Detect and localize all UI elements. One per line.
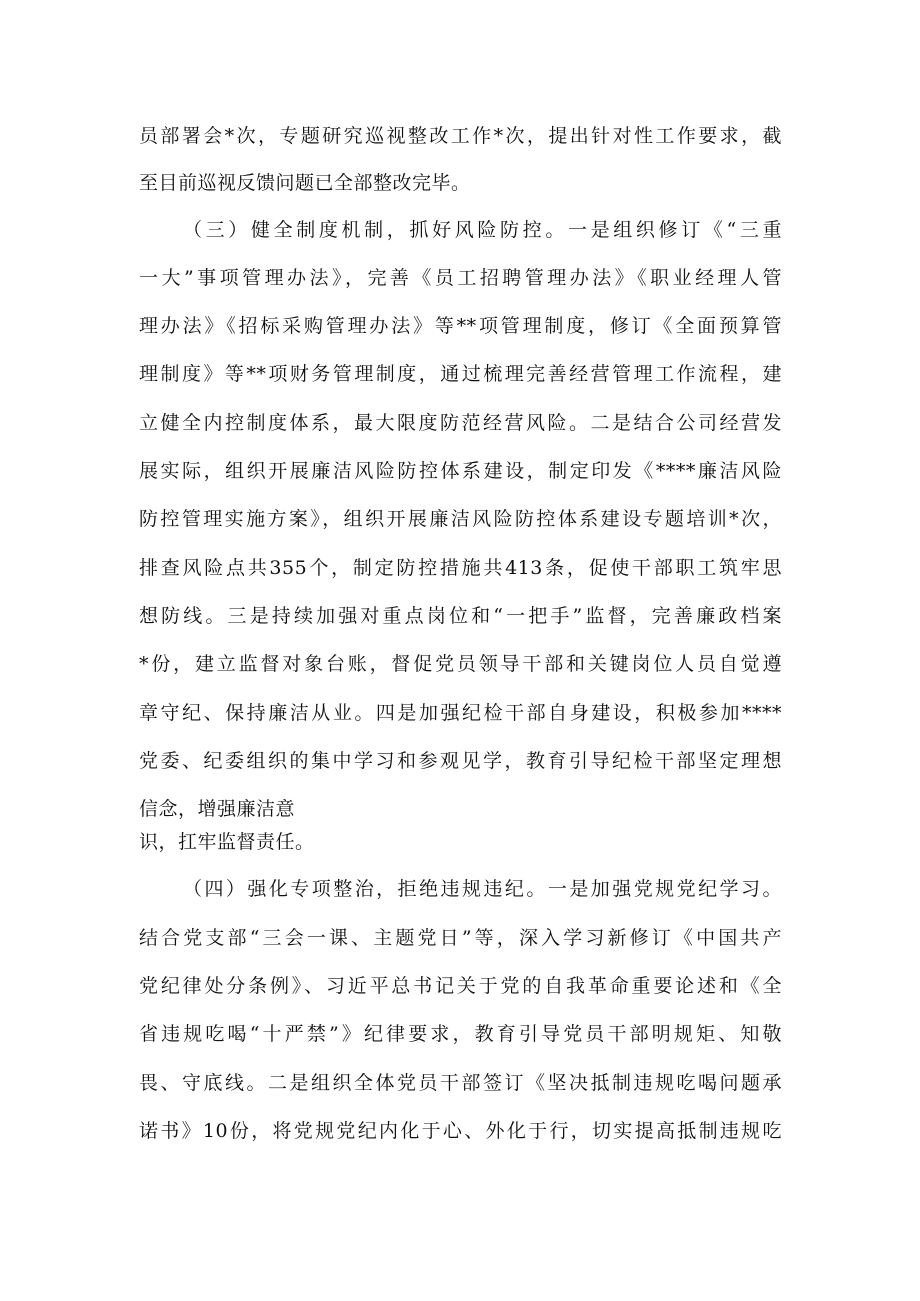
text-line: 党委、纪委组织的集中学习和参观见学，教育引导纪检干部坚定理想 (139, 750, 782, 772)
text-line: 排查风险点共355个，制定防控措施共413条，促使干部职工筑牢思 (139, 557, 782, 579)
text-line: 员部署会*次，专题研究巡视整改工作*次，提出针对性工作要求，截 (139, 125, 782, 147)
text-line: 防控管理实施方案》，组织开展廉洁风险防控体系建设专题培训*次， (139, 508, 782, 530)
text-line: 省违规吃喝“十严禁”》纪律要求，教育引导党员干部明规矩、知敬 (139, 1023, 782, 1045)
text-line: 信念，增强廉洁意 (139, 798, 296, 820)
text-line: *份，建立监督对象台账，督促党员领导干部和关键岗位人员自觉遵 (139, 653, 782, 675)
text-line: 想防线。三是持续加强对重点岗位和“一把手”监督，完善廉政档案 (139, 605, 782, 627)
text-line: 展实际，组织开展廉洁风险防控体系建设，制定印发《****廉洁风险 (139, 460, 782, 482)
text-line: 党纪律处分条例》、习近平总书记关于党的自我革命重要论述和《全 (139, 975, 782, 997)
section-heading-line: （四）强化专项整治，拒绝违规违纪。一是加强党规党纪学习。 (183, 878, 782, 900)
text-line: 结合党支部“三会一课、主题党日”等，深入学习新修订《中国共产 (139, 927, 782, 949)
text-line: 诺书》10份，将党规党纪内化于心、外化于行，切实提高抵制违规吃 (139, 1120, 782, 1142)
text-line: 章守纪、保持廉洁从业。四是加强纪检干部自身建设，积极参加**** (139, 702, 782, 724)
text-line: 立健全内控制度体系，最大限度防范经营风险。二是结合公司经营发 (139, 412, 782, 434)
text-line: 畏、守底线。二是组织全体党员干部签订《坚决抵制违规吃喝问题承 (139, 1072, 782, 1094)
text-line: 理制度》等**项财务管理制度，通过梳理完善经营管理工作流程，建 (139, 363, 782, 385)
text-line: 识，扛牢监督责任。 (139, 831, 315, 853)
text-line: 一大”事项管理办法》，完善《员工招聘管理办法》《职业经理人管 (139, 267, 782, 289)
section-heading-line: （三）健全制度机制，抓好风险防控。一是组织修订《“三重 (183, 219, 782, 241)
text-line: 理办法》《招标采购管理办法》等**项管理制度，修订《全面预算管 (139, 315, 782, 337)
text-line: 至目前巡视反馈问题已全部整改完毕。 (139, 172, 471, 194)
